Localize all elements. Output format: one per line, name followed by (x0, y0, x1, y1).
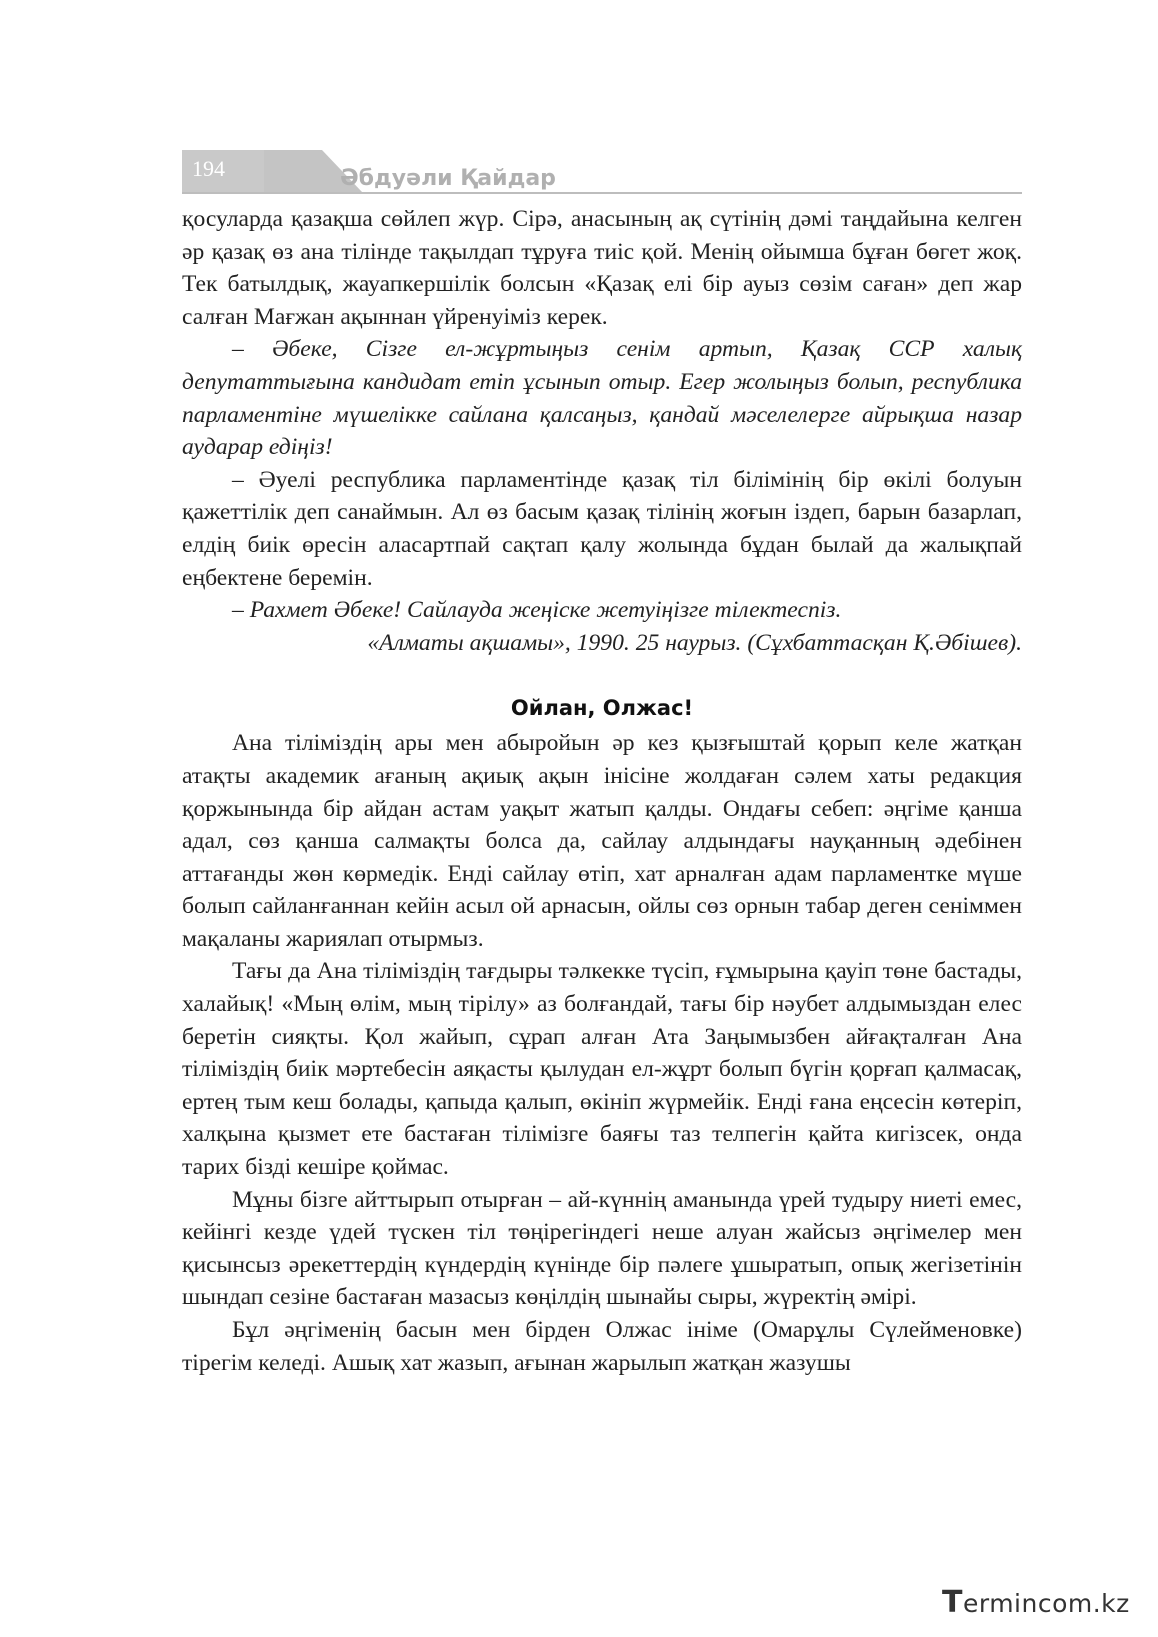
header-rule (182, 192, 1022, 194)
running-head-author: Әбдуәли Қайдар (340, 166, 556, 191)
section-heading: Ойлан, Олжас! (510, 696, 694, 721)
site-watermark (942, 1585, 1130, 1620)
watermark-initial: T (942, 1585, 963, 1620)
interview-closing: – Рахмет Әбеке! Сайлауда жеңіске жетуіңізге тілектеспіз. (232, 597, 842, 624)
paragraph: қосуларда қазақша сөйлеп жүр. Сірә, анасының ақ сүтінің дәмі таңдайына келген әр қазақ өз ана тілінде тақылдап тұруға тиіс қой. Менің ойымша бұған бөгет жоқ. Тек батылдық, жауапкершілік болсын «Қазақ елі бір ауыз сөзім саған» деп жар салған Мағжан ақыннан үйренуіміз керек. (182, 206, 1022, 330)
interview-question: – Әбеке, Сізге ел-жұртыңыз сенім артып, Қазақ ССР халық депутаттығына кандидат етіп ұсынып отыр. Егер жолыңыз болып, республика парламентіне мүшелікке сайлана қалсаңыз, қандай мәселелерге айрықша назар аударар едіңіз! (182, 336, 1022, 461)
source-citation: «Алматы ақшамы», 1990. 25 наурыз. (Сұхбаттасқан Қ.Әбішев). (367, 629, 1022, 656)
paragraph: Тағы да Ана тіліміздің тағдыры тәлкекке түсіп, ғұмырына қауіп төне бастады, халайық! «Мың өлім, мың тірілу» аз болғандай, тағы бір нәубет алдымыздан елес беретін сияқты. Қол жайып, сұрап алған Ата Заңымызбен айғақталған Ана тіліміздің биік мәртебесін аяқасты қылудан ел-жұрт болып бүгін қорғап қалмасақ, ертең тым кеш болады, қапыда қалып, өкініп жүрмейік. Енді ғана еңсесін көтеріп, халқына қызмет ете бастаған тілімізге баяғы таз телпегін қайта кигізсек, онда тарих бізді кешіре қоймас. (182, 958, 1022, 1181)
paragraph: Ана тіліміздің ары мен абыройын әр кез қызғыштай қорып келе жатқан атақты академик ағаның ақиық ақын інісіне жолдаған сәлем хаты редакция қоржынында бір айдан астам уақыт жатып қалды. Ондағы себеп: әңгіме қанша адал, сөз қанша салмақты болса да, сайлау алдындағы науқанның әдебінен аттағанды жөн көрмедік. Енді сайлау өтіп, хат арналған адам парламентке мүше болып сайланғаннан кейін асыл ой арнасын, ойлы сөз орнын табар деген сеніммен мақаланы жариялап отырмыз. (182, 730, 1022, 952)
paragraph: Бұл әңгіменің басын мен бірден Олжас iніме (Омарұлы Сүлейменовке) тірегім келеді. Ашық хат жазып, ағынан жарылып жатқан жазушы (182, 1317, 1022, 1376)
interview-answer: – Әуелі республика парламентінде қазақ тіл білімінің бір өкілі болуын қажеттілік деп санаймын. Ал өз басым қазақ тілінің жоғын іздеп, барын базарлап, елдің биік өресін аласартпай сақтап қалу жолында бұдан былай да жалықпай еңбектене беремін. (182, 466, 1022, 591)
page-number: 194 (192, 156, 225, 181)
page-header (182, 150, 1022, 196)
watermark-domain: ermincom.kz (962, 1589, 1130, 1618)
paragraph: Мұны бізге айттырып отырған – ай-күннің аманында үрей тудыру ниеті емес, кейінгі кезде үдей түскен тіл төңірегіндегі неше алуан жайсыз әңгімелер мен қисынсыз әрекеттердің күндердің күнінде бір пәлеге ұшыратып, опық жегізетінін шындап сезіне бастаған мазасыз көңілдің шынайы сыры, жүректің әмірі. (182, 1186, 1022, 1311)
body-text (182, 203, 1022, 1379)
